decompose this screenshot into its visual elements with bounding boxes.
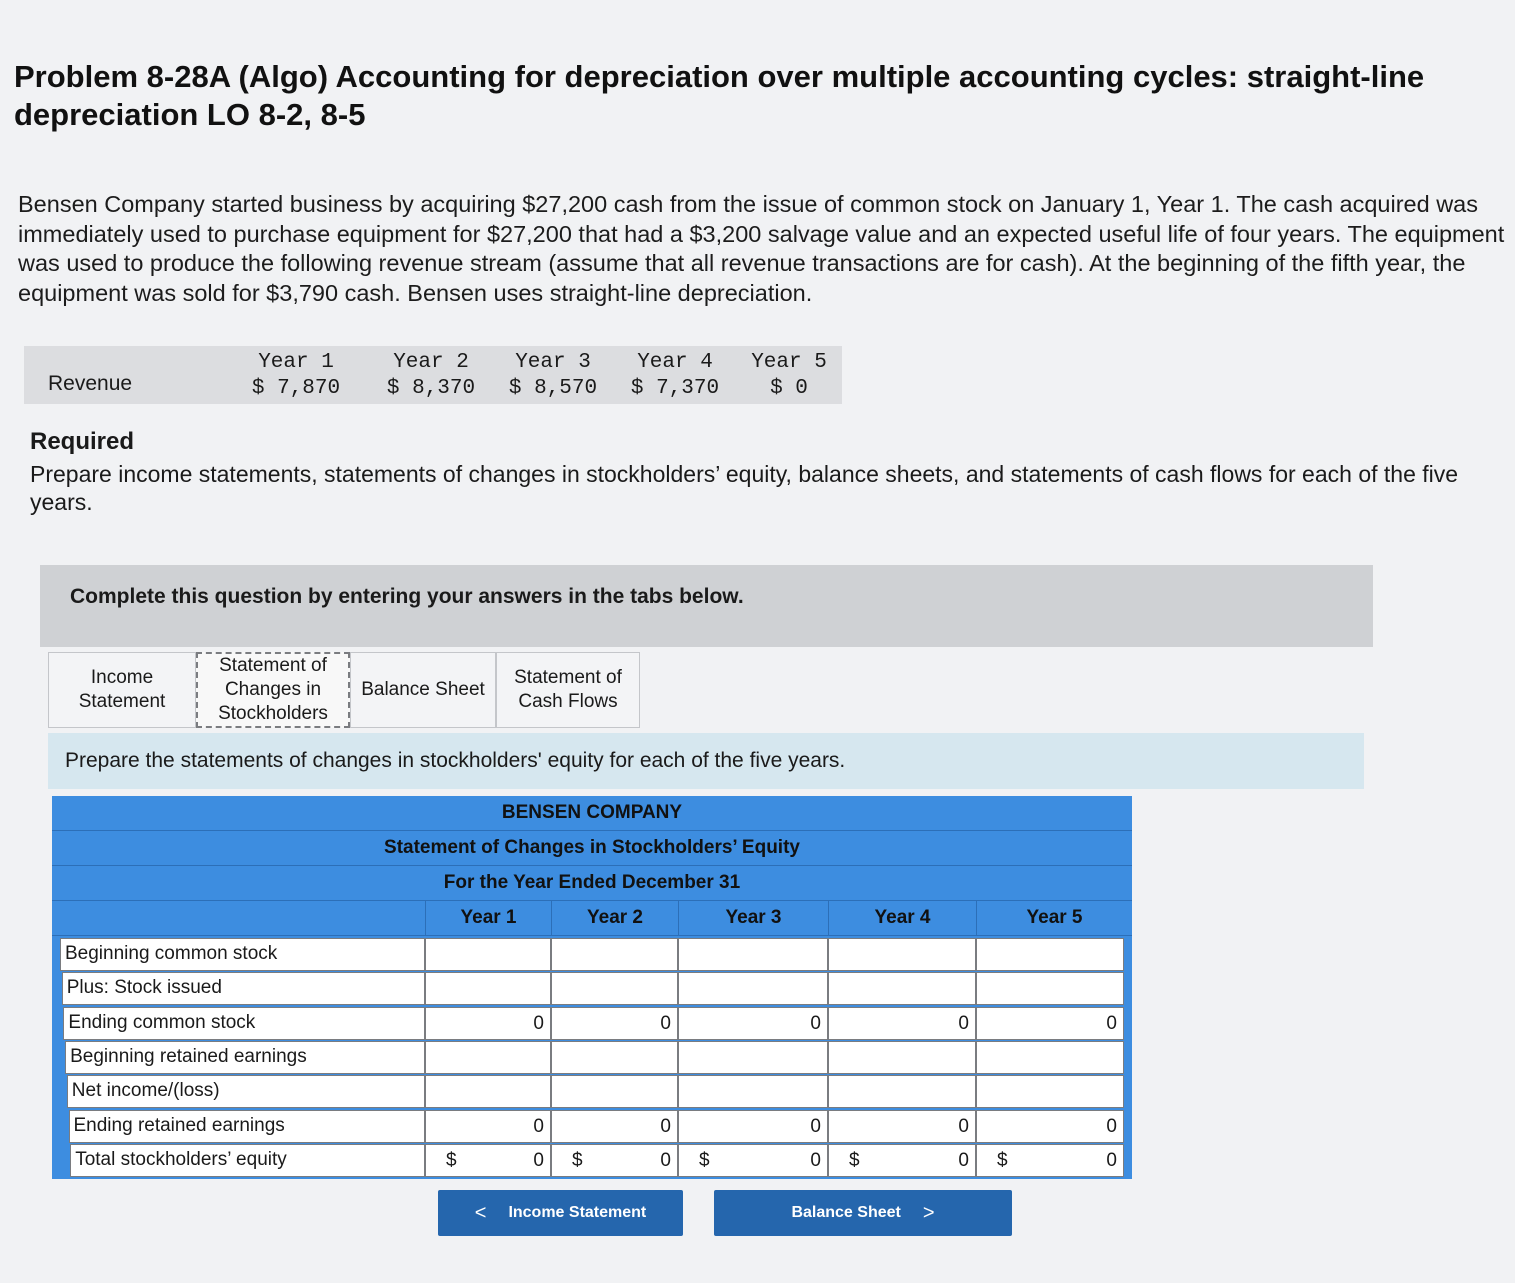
amount-input[interactable] xyxy=(678,972,828,1005)
amount-input[interactable] xyxy=(678,1041,828,1074)
complete-prompt: Complete this question by entering your answers in the tabs below. xyxy=(70,585,744,608)
currency-symbol: $ xyxy=(572,1149,583,1171)
cell-value: 0 xyxy=(810,1115,821,1137)
stockholders-equity-statement xyxy=(52,796,1132,1179)
cell-value: 0 xyxy=(1106,1115,1117,1137)
row-label: Beginning retained earnings xyxy=(65,1041,425,1074)
next-tab-button[interactable] xyxy=(714,1190,1012,1236)
revenue-table xyxy=(24,346,842,404)
cell-value: 0 xyxy=(810,1149,821,1171)
year-header: Year 2 xyxy=(551,901,678,935)
cell-value: 0 xyxy=(958,1115,969,1137)
revenue-label: Revenue xyxy=(48,372,133,395)
computed-cell xyxy=(828,1144,976,1177)
cell-value: 0 xyxy=(660,1149,671,1171)
required-heading: Required xyxy=(30,428,135,455)
computed-cell xyxy=(678,1110,828,1143)
amount-input[interactable] xyxy=(425,1041,551,1074)
amount-input[interactable] xyxy=(551,1075,678,1108)
amount-input[interactable] xyxy=(976,1075,1124,1108)
revenue-col-year2: Year 2 $ 8,370 xyxy=(386,351,476,400)
year-header-row xyxy=(52,901,1132,936)
required-text: Prepare income statements, statements of changes in stockholders’ equity, balance sheets, and statements of cash flows for each of the five years. xyxy=(30,461,1459,515)
cell-value: 0 xyxy=(533,1012,544,1034)
amount-input[interactable] xyxy=(425,1075,551,1108)
tab-label: Balance Sheet xyxy=(361,679,485,700)
amount-input[interactable] xyxy=(976,938,1124,971)
cell-value: 0 xyxy=(958,1012,969,1034)
amount-input[interactable] xyxy=(551,972,678,1005)
problem-title: Problem 8-28A (Algo) Accounting for depreciation over multiple accounting cycles: straight-line depreciation LO 8-2, 8-5 xyxy=(14,59,1425,132)
row-label: Plus: Stock issued xyxy=(62,972,425,1005)
amount-input[interactable] xyxy=(425,938,551,971)
row-label: Ending common stock xyxy=(63,1007,425,1040)
complete-prompt-box xyxy=(40,565,1373,647)
revenue-col-year3: Year 3 $ 8,570 xyxy=(508,351,598,400)
computed-cell xyxy=(551,1144,678,1177)
instruction-bar xyxy=(48,733,1364,789)
prev-tab-button[interactable] xyxy=(438,1190,683,1236)
problem-intro: Bensen Company started business by acquiring $27,200 cash from the issue of common stock on January 1, Year 1. The cash acquired was immediately used to purchase equipment for $27,200 that had a $3,200 salvage value and an expected useful life of four years. The equipment was used to produce the following revenue stream (assume that all revenue transactions are for cash). At the beginning of the fifth year, the equipment was sold for $3,790 cash. Bensen uses straight-line depreciation. xyxy=(18,191,1505,306)
currency-symbol: $ xyxy=(997,1149,1008,1171)
chevron-right-icon: > xyxy=(922,1201,935,1224)
computed-cell xyxy=(551,1110,678,1143)
computed-cell xyxy=(828,1007,976,1040)
row-label: Total stockholders’ equity xyxy=(70,1144,425,1177)
chevron-left-icon: < xyxy=(474,1201,487,1224)
computed-cell xyxy=(976,1110,1124,1143)
year-header: Year 5 xyxy=(976,901,1132,935)
cell-value: 0 xyxy=(810,1012,821,1034)
cell-value: 0 xyxy=(660,1115,671,1137)
computed-cell xyxy=(425,1110,551,1143)
computed-cell xyxy=(976,1144,1124,1177)
amount-input[interactable] xyxy=(678,938,828,971)
currency-symbol: $ xyxy=(849,1149,860,1171)
amount-input[interactable] xyxy=(828,938,976,971)
row-label: Ending retained earnings xyxy=(69,1110,426,1143)
row-label: Net income/(loss) xyxy=(67,1075,425,1108)
amount-input[interactable] xyxy=(828,1075,976,1108)
computed-cell xyxy=(551,1007,678,1040)
revenue-col-year5: Year 5 $ 0 xyxy=(751,351,827,400)
revenue-col-year4: Year 4 $ 7,370 xyxy=(630,351,720,400)
amount-input[interactable] xyxy=(551,1041,678,1074)
tab-label: Statement of Cash Flows xyxy=(514,667,622,712)
amount-input[interactable] xyxy=(828,972,976,1005)
computed-cell xyxy=(425,1144,551,1177)
computed-cell xyxy=(678,1007,828,1040)
revenue-col-year1: Year 1 $ 7,870 xyxy=(251,351,341,400)
amount-input[interactable] xyxy=(828,1041,976,1074)
cell-value: 0 xyxy=(1106,1149,1117,1171)
instruction-text: Prepare the statements of changes in stockholders' equity for each of the five years. xyxy=(65,749,846,772)
currency-symbol: $ xyxy=(699,1149,710,1171)
year-header: Year 4 xyxy=(828,901,976,935)
statement-period: For the Year Ended December 31 xyxy=(52,866,1132,901)
computed-cell xyxy=(976,1007,1124,1040)
currency-symbol: $ xyxy=(446,1149,457,1171)
amount-input[interactable] xyxy=(976,972,1124,1005)
computed-cell xyxy=(828,1110,976,1143)
statement-name: Statement of Changes in Stockholders’ Equity xyxy=(52,831,1132,866)
year-header: Year 1 xyxy=(425,901,551,935)
amount-input[interactable] xyxy=(976,1041,1124,1074)
year-header: Year 3 xyxy=(678,901,828,935)
cell-value: 0 xyxy=(533,1115,544,1137)
tab-changes-in-stockholders[interactable] xyxy=(196,652,350,728)
tab-cash-flows[interactable] xyxy=(496,652,640,728)
amount-input[interactable] xyxy=(425,972,551,1005)
next-button-label: Balance Sheet xyxy=(791,1204,901,1221)
cell-value: 0 xyxy=(1106,1012,1117,1034)
tab-label: Statement of Changes in Stockholders xyxy=(218,655,328,724)
cell-value: 0 xyxy=(958,1149,969,1171)
amount-input[interactable] xyxy=(551,938,678,971)
computed-cell xyxy=(678,1144,828,1177)
prev-button-label: Income Statement xyxy=(508,1204,647,1221)
tab-balance-sheet[interactable] xyxy=(350,652,496,728)
row-label: Beginning common stock xyxy=(60,938,425,971)
tab-label: Income Statement xyxy=(78,667,166,712)
cell-value: 0 xyxy=(660,1012,671,1034)
cell-value: 0 xyxy=(533,1149,544,1171)
amount-input[interactable] xyxy=(678,1075,828,1108)
computed-cell xyxy=(425,1007,551,1040)
statement-company: BENSEN COMPANY xyxy=(52,796,1132,831)
tab-income-statement[interactable] xyxy=(48,652,196,728)
